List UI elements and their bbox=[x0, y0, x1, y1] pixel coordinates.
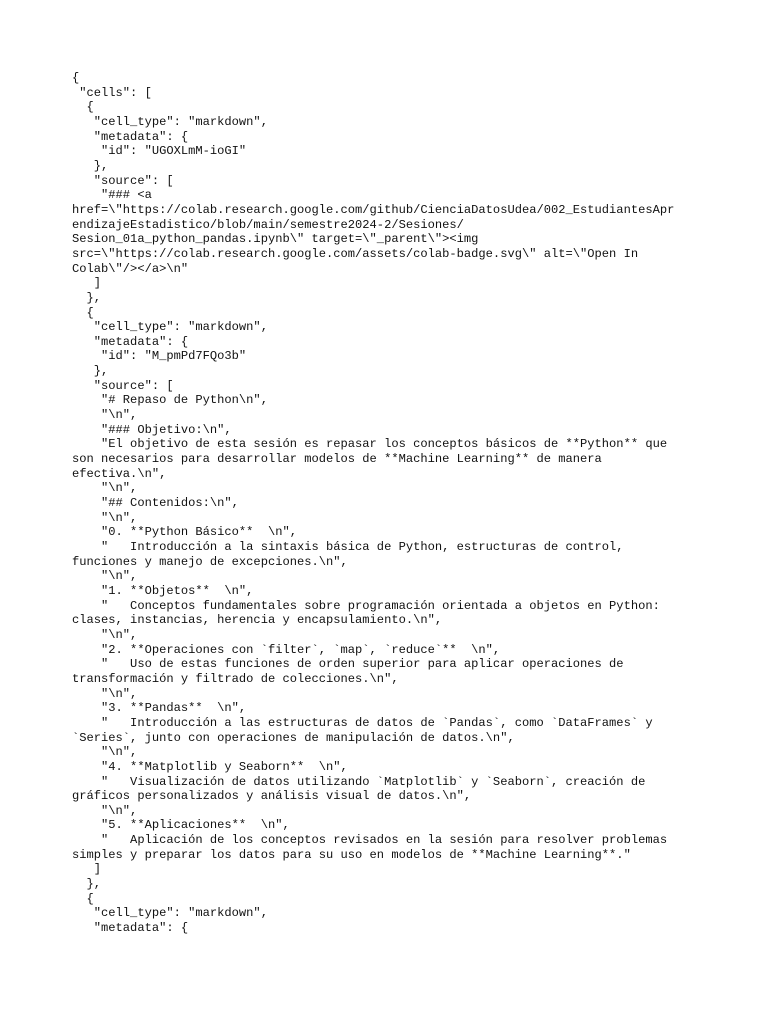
code-line: "cell_type": "markdown", bbox=[72, 320, 268, 335]
code-line: funciones y manejo de excepciones.\n", bbox=[72, 554, 348, 569]
code-line: "\n", bbox=[72, 627, 138, 642]
code-line: " Aplicación de los conceptos revisados en la sesión para resolver problemas bbox=[72, 833, 668, 848]
code-line: "\n", bbox=[72, 745, 138, 760]
code-line: "\n", bbox=[72, 408, 138, 423]
code-line: { bbox=[72, 71, 80, 85]
code-line: "source": [ bbox=[72, 173, 174, 188]
code-line: `Series`, junto con operaciones de manipulación de datos.\n", bbox=[72, 730, 515, 745]
code-line: "source": [ bbox=[72, 378, 174, 393]
code-line: "3. **Pandas** \n", bbox=[72, 701, 247, 716]
code-line: "4. **Matplotlib y Seaborn** \n", bbox=[72, 759, 348, 774]
code-line: "### <a bbox=[72, 188, 152, 203]
code-line: transformación y filtrado de colecciones.\n", bbox=[72, 671, 399, 686]
code-line: "1. **Objetos** \n", bbox=[72, 583, 254, 598]
code-line: "\n", bbox=[72, 481, 138, 496]
code-line: efectiva.\n", bbox=[72, 466, 167, 481]
code-line: "### Objetivo:\n", bbox=[72, 422, 232, 437]
code-line: }, bbox=[72, 290, 102, 305]
code-line: son necesarios para desarrollar modelos de **Machine Learning** de manera bbox=[72, 452, 602, 467]
code-line: "metadata": { bbox=[72, 129, 189, 144]
code-line: " Conceptos fundamentales sobre programación orientada a objetos en Python: bbox=[72, 598, 660, 613]
code-line: "5. **Aplicaciones** \n", bbox=[72, 818, 290, 833]
code-line: "id": "UGOXLmM-ioGI" bbox=[72, 144, 247, 159]
code-line: ] bbox=[72, 276, 102, 291]
code-line: ] bbox=[72, 862, 102, 877]
code-line: "2. **Operaciones con `filter`, `map`, `reduce`** \n", bbox=[72, 642, 501, 657]
code-line: " Visualización de datos utilizando `Matplotlib` y `Seaborn`, creación de bbox=[72, 774, 646, 789]
code-line: " Introducción a las estructuras de datos de `Pandas`, como `DataFrames` y bbox=[72, 715, 653, 730]
code-line: "cell_type": "markdown", bbox=[72, 114, 268, 129]
code-line: simples y preparar los datos para su uso en modelos de **Machine Learning**." bbox=[72, 847, 631, 862]
code-line: "\n", bbox=[72, 510, 138, 525]
code-line: "## Contenidos:\n", bbox=[72, 496, 239, 511]
code-line: "id": "M_pmPd7FQo3b" bbox=[72, 349, 247, 364]
code-line: "cell_type": "markdown", bbox=[72, 906, 268, 921]
code-line: { bbox=[72, 305, 94, 320]
code-line: Sesion_01a_python_pandas.ipynb\" target=\"_parent\"><img bbox=[72, 232, 479, 247]
code-line: "# Repaso de Python\n", bbox=[72, 393, 268, 408]
code-line: "0. **Python Básico** \n", bbox=[72, 525, 297, 540]
code-line: }, bbox=[72, 877, 102, 892]
code-line: { bbox=[72, 100, 94, 115]
code-line: " Uso de estas funciones de orden superior para aplicar operaciones de bbox=[72, 657, 624, 672]
code-line: "metadata": { bbox=[72, 334, 189, 349]
code-line: Colab\"/></a>\n" bbox=[72, 261, 189, 276]
code-line: href=\"https://colab.research.google.com/github/CienciaDatosUdea/002_EstudiantesApr bbox=[72, 202, 675, 217]
code-line: "El objetivo de esta sesión es repasar los conceptos básicos de **Python** que bbox=[72, 437, 668, 452]
code-line: " Introducción a la sintaxis básica de Python, estructuras de control, bbox=[72, 540, 624, 554]
code-line: clases, instancias, herencia y encapsulamiento.\n", bbox=[72, 613, 443, 628]
code-line: src=\"https://colab.research.google.com/assets/colab-badge.svg\" alt=\"Open In bbox=[72, 246, 639, 261]
code-line: }, bbox=[72, 364, 109, 379]
code-line: "cells": [ bbox=[72, 85, 152, 100]
notebook-json-text bbox=[72, 71, 702, 936]
code-line: endizajeEstadistico/blob/main/semestre2024-2/Sesiones/ bbox=[72, 217, 464, 232]
code-line: "\n", bbox=[72, 803, 138, 818]
code-line: "\n", bbox=[72, 686, 138, 701]
code-line: { bbox=[72, 891, 94, 906]
code-line: "\n", bbox=[72, 569, 138, 584]
code-line: }, bbox=[72, 158, 109, 173]
code-line: "metadata": { bbox=[72, 921, 189, 936]
code-line: gráficos personalizados y análisis visual de datos.\n", bbox=[72, 789, 472, 804]
